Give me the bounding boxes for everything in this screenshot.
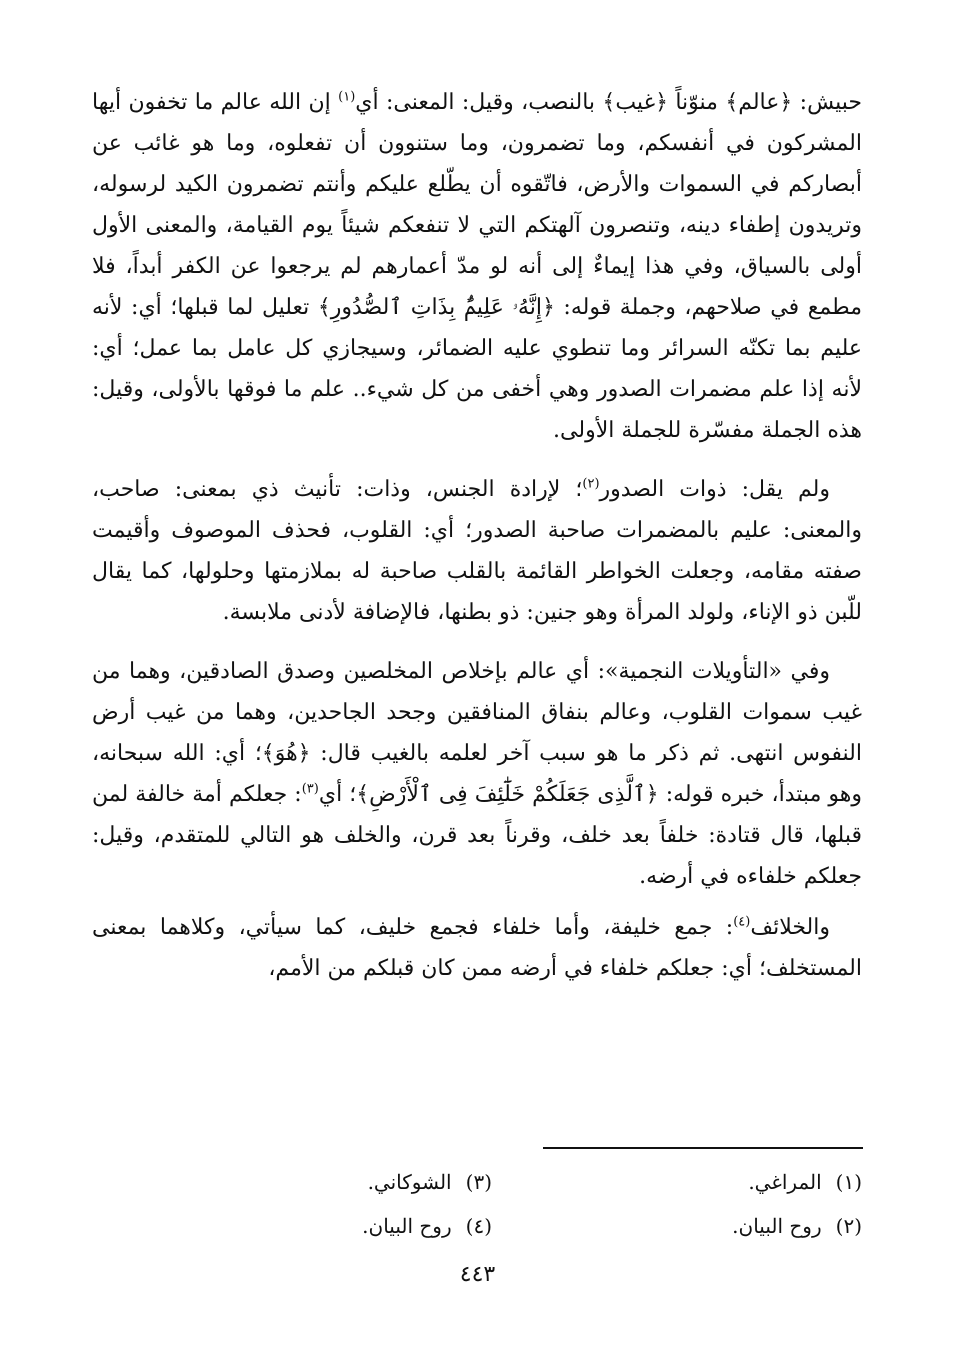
footnote-text: المراغي. (748, 1170, 822, 1194)
footnote-number: (٢) (835, 1214, 862, 1238)
footnote-text: الشوكاني. (367, 1170, 452, 1194)
paragraph-1 (92, 82, 862, 451)
footnote-number: (٣) (465, 1170, 492, 1194)
footnote-row (92, 1204, 862, 1248)
footnote-2 (492, 1214, 862, 1238)
footnote-ref-2: (٢) (582, 476, 600, 492)
footnote-ref-1: (١) (338, 89, 356, 105)
paragraph-4-text-a: والخلائف (750, 915, 830, 940)
footnote-4 (122, 1214, 492, 1238)
paragraph-4 (92, 907, 862, 989)
footnote-text: روح البيان. (732, 1214, 822, 1238)
paragraph-4-text-b: : جمع خليفة، وأما خلفاء فجمع خليف، كما سيأتي، وكلاهما بمعنى المستخلف؛ أي: جعلكم خلفاء في أرضه ممن كان قبلكم من الأمم، (92, 915, 862, 981)
page-body (92, 82, 862, 989)
footnote-text: روح البيان. (362, 1214, 452, 1238)
footnote-row (92, 1160, 862, 1204)
paragraph-3-text-b: : جعلكم أمة خالفة لمن قبلها، قال قتادة: خلفاً بعد خلف، وقرناً بعد قرن، والخلف هو التالي للمتقدم، وقيل: جعلكم خلفاءه في أرضه. (92, 782, 862, 889)
footnotes (92, 1160, 862, 1248)
footnote-ref-4: (٤) (733, 914, 751, 930)
footnote-1 (492, 1170, 862, 1194)
paragraph-1-text-a: حبيش: ﴿عالم﴾ منوّناً ﴿غيب﴾ بالنصب، وقيل: المعنى: أي (355, 90, 862, 115)
paragraph-3 (92, 651, 862, 897)
paragraph-3-text-a: وفي «التأويلات النجمية»: أي عالم بإخلاص المخلصين وصدق الصادقين، وهما من غيب سموات القلوب، وعالم بنفاق المنافقين وجحد الجاحدين، وهما من غيب أرض النفوس انتهى. ثم ذكر ما هو سبب آخر لعلمه بالغيب قال: ﴿هُوَ﴾؛ أي: الله سبحانه، وهو مبتدأ، خبره قوله: ﴿ٱلَّذِى جَعَلَكُمْ خَلَٰٓئِفَ فِى ٱلْأَرْضِ﴾؛ أي (92, 659, 862, 807)
page-number: ٤٤٣ (459, 1262, 496, 1287)
paragraph-1-text-b: إن الله عالم ما تخفون أيها المشركون في أنفسكم، وما تضمرون، وما ستنوون أن تفعلوه، وما هو غائب عن أبصاركم في السموات والأرض، فاتّقوه أن يطّلع عليكم وأنتم تضمرون الكيد لرسوله، وتريدون إطفاء دينه، وتنصرون آلهتكم التي لا تنفعكم شيئاً يوم القيامة، والمعنى الأول أولى بالسياق، وفي هذا إيماءٌ إلى أنه لو مدّ أعمارهم لم يرجعوا عن الكفر أبداً، فلا مطمع في صلاحهم، وجملة قوله: ﴿إِنَّهُۥ عَلِيمٌۢ بِذَاتِ ٱلصُّدُورِ﴾ تعليل لما قبلها؛ أي: لأنه عليم بما تكنّه السرائر وما تنطوي عليه الضمائر، وسيجازي كل عامل بما عمل؛ أي: لأنه إذا علم مضمرات الصدور وهي أخفى من كل شيء.. علم ما فوقها بالأولى، وقيل: هذه الجملة مفسّرة للجملة الأولى. (92, 90, 862, 443)
footnote-number: (١) (835, 1170, 862, 1194)
footnote-3 (122, 1170, 492, 1194)
paragraph-2-text-a: ولم يقل: ذوات الصدور (599, 477, 830, 502)
footnote-number: (٤) (465, 1214, 492, 1238)
paragraph-2-text-b: ؛ لإرادة الجنس، وذات: تأنيث ذي بمعنى: صاحب، والمعنى: عليم بالمضمرات صاحبة الصدور؛ أي: القلوب، فحذف الموصوف وأقيمت صفته مقامه، وجعلت الخواطر القائمة بالقلب صاحبة له بملازمتها وحلولها، كما يقال للّبن ذو الإناء، ولولد المرأة وهو جنين: ذو بطنها، فالإضافة لأدنى ملابسة. (92, 477, 863, 625)
paragraph-2 (92, 469, 862, 633)
footnote-ref-3: (٣) (301, 781, 319, 797)
footnote-divider (543, 1147, 863, 1149)
